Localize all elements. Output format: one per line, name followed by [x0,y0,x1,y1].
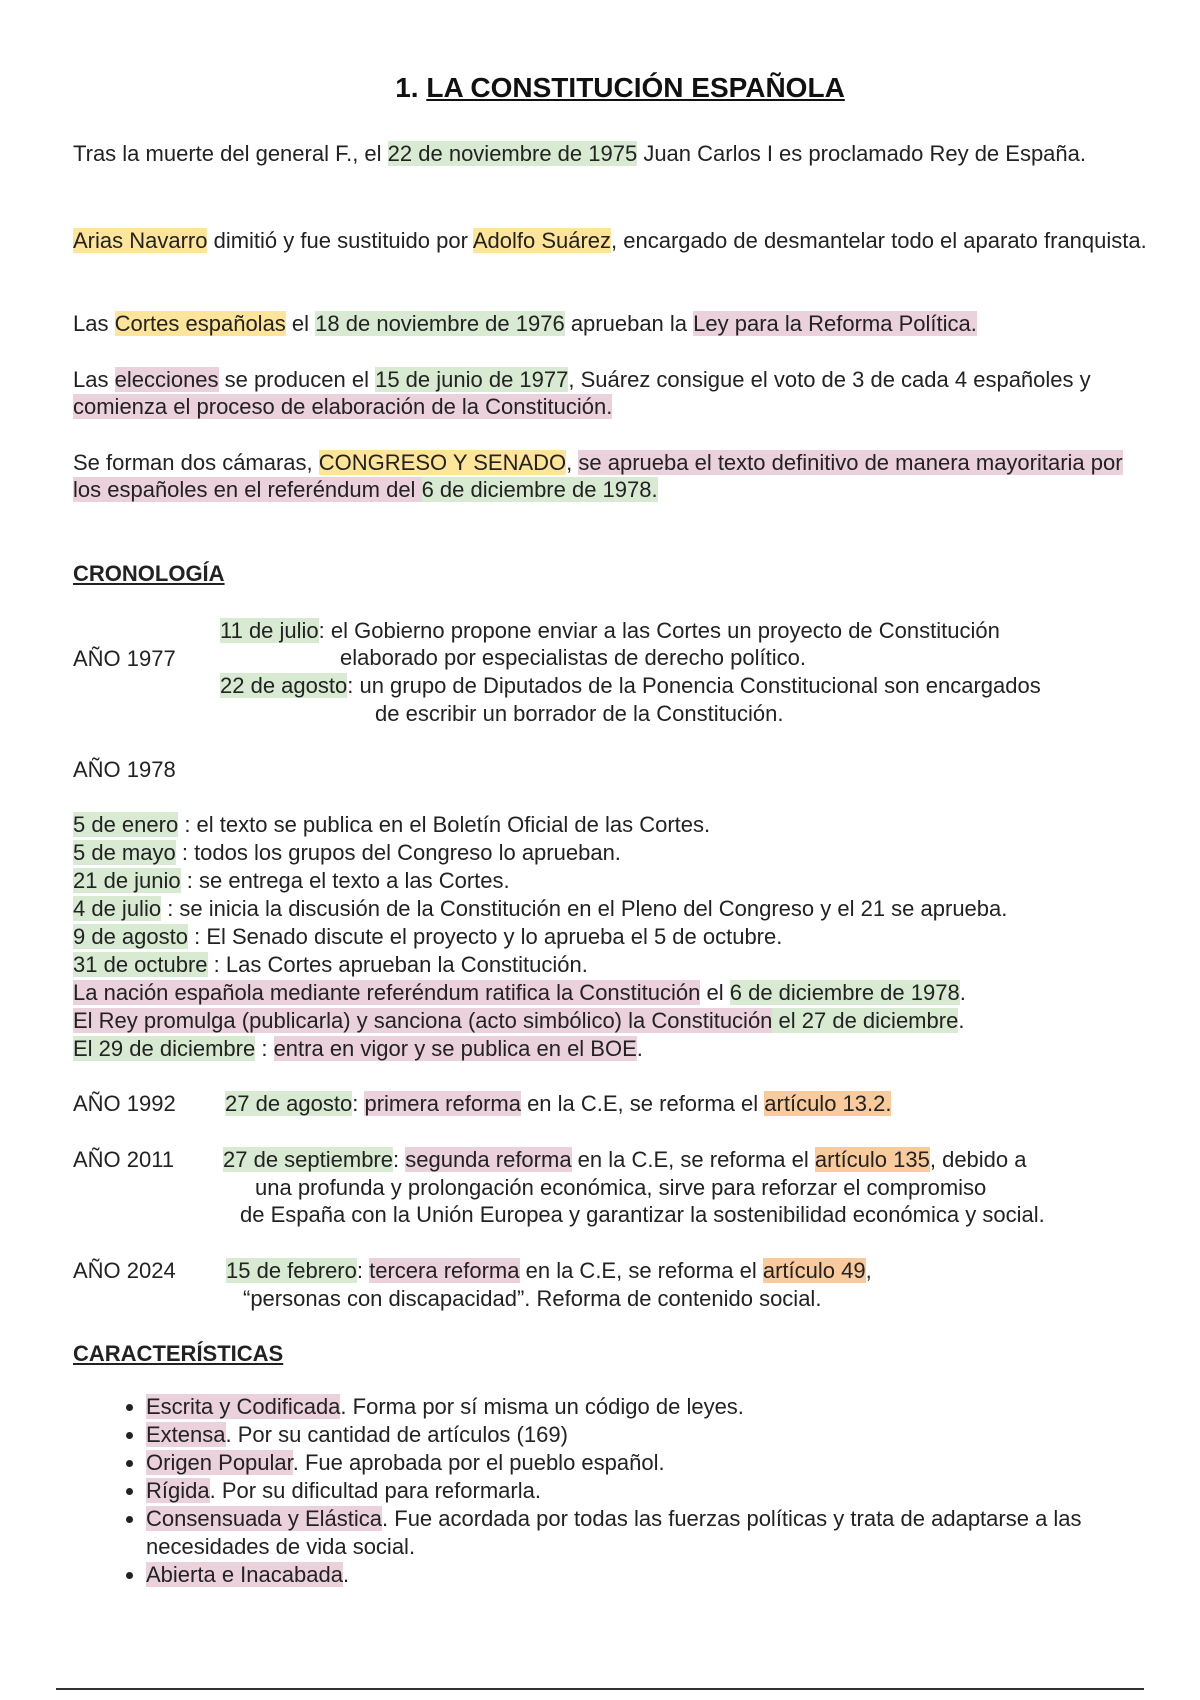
event-line: El 29 de diciembre : entra en vigor y se publica en el BOE. [73,1036,643,1061]
year-label: AÑO 1992 [73,1091,176,1116]
year-label: AÑO 1978 [73,757,176,782]
title-text: LA CONSTITUCIÓN ESPAÑOLA [426,72,845,103]
date-highlight: 22 de noviembre de 1975 [387,141,638,166]
list-item: • Abierta e Inacabada. [146,1561,1156,1589]
list-item: • Rígida. Por su dificultad para reformarla. [146,1477,1156,1505]
event-line: 9 de agosto : El Senado discute el proyecto y lo aprueba el 5 de octubre. [73,924,783,949]
event-line: 21 de junio : se entrega el texto a las Cortes. [73,868,510,893]
name-highlight: Arias Navarro [73,228,208,253]
intro-paragraph-3: Las Cortes españolas el 18 de noviembre de 1976 aprueban la Ley para la Reforma Política. [73,311,977,336]
intro-paragraph-5: Se forman dos cámaras, CONGRESO Y SENADO, se aprueba el texto definitivo de manera mayoritaria por los españoles en el referéndum del 6 de diciembre de 1978. [73,450,1123,502]
cronologia-heading: CRONOLOGÍA [73,561,225,586]
event-line: elaborado por especialistas de derecho político. [340,645,806,670]
event-line: 22 de agosto: un grupo de Diputados de la Ponencia Constitucional son encargados [220,673,1041,698]
event-line: 27 de agosto: primera reforma en la C.E, se reforma el artículo 13.2. [225,1091,892,1116]
event-line: 11 de julio: el Gobierno propone enviar a las Cortes un proyecto de Constitución [220,618,1000,643]
year-label: AÑO 2024 [73,1258,176,1283]
intro-paragraph-4: Las elecciones se producen el 15 de junio de 1977, Suárez consigue el voto de 3 de cada 4 españoles y comienza el proceso de elaboración de la Constitución. [73,367,1091,419]
caracteristicas-list [108,1393,1156,1589]
list-item: • Escrita y Codificada. Forma por sí misma un código de leyes. [146,1393,1156,1421]
list-item: • Extensa. Por su cantidad de artículos (169) [146,1421,1156,1449]
event-line: “personas con discapacidad”. Reforma de contenido social. [243,1286,822,1311]
caracteristicas-heading: CARACTERÍSTICAS [73,1341,284,1366]
event-line: El Rey promulga (publicarla) y sanciona (acto simbólico) la Constitución el 27 de diciembre. [73,1008,965,1033]
event-line: 4 de julio : se inicia la discusión de la Constitución en el Pleno del Congreso y el 21 se aprueba. [73,896,1008,921]
event-line: La nación española mediante referéndum ratifica la Constitución el 6 de diciembre de 1978. [73,980,966,1005]
event-line: 5 de mayo : todos los grupos del Congreso lo aprueban. [73,840,621,865]
event-line: 15 de febrero: tercera reforma en la C.E, se reforma el artículo 49, [226,1258,872,1283]
event-line: una profunda y prolongación económica, sirve para reforzar el compromiso [255,1175,987,1200]
name-highlight: Adolfo Suárez [472,228,612,253]
list-item: • Consensuada y Elástica. Fue acordada por todas las fuerzas políticas y trata de adaptarse a las necesidades de vida social. [146,1505,1156,1561]
list-item: • Origen Popular. Fue aprobada por el pueblo español. [146,1449,1156,1477]
event-line: 27 de septiembre: segunda reforma en la C.E, se reforma el artículo 135, debido a [223,1147,1027,1172]
event-line: 31 de octubre : Las Cortes aprueban la Constitución. [73,952,588,977]
event-line: 5 de enero : el texto se publica en el Boletín Oficial de las Cortes. [73,812,711,837]
title-number: 1. [395,72,419,103]
intro-paragraph-2: Arias Navarro dimitió y fue sustituido por Adolfo Suárez, encargado de desmantelar todo el aparato franquista. [73,228,1147,253]
year-label: AÑO 2011 [73,1147,175,1172]
intro-paragraph-1: Tras la muerte del general F., el 22 de noviembre de 1975 Juan Carlos I es proclamado Rey de España. [73,141,1087,166]
page-divider [56,1688,1144,1690]
year-label: AÑO 1977 [73,646,176,671]
event-line: de escribir un borrador de la Constitución. [375,701,784,726]
page-title [0,72,1200,104]
event-line: de España con la Unión Europea y garantizar la sostenibilidad económica y social. [240,1202,1045,1227]
